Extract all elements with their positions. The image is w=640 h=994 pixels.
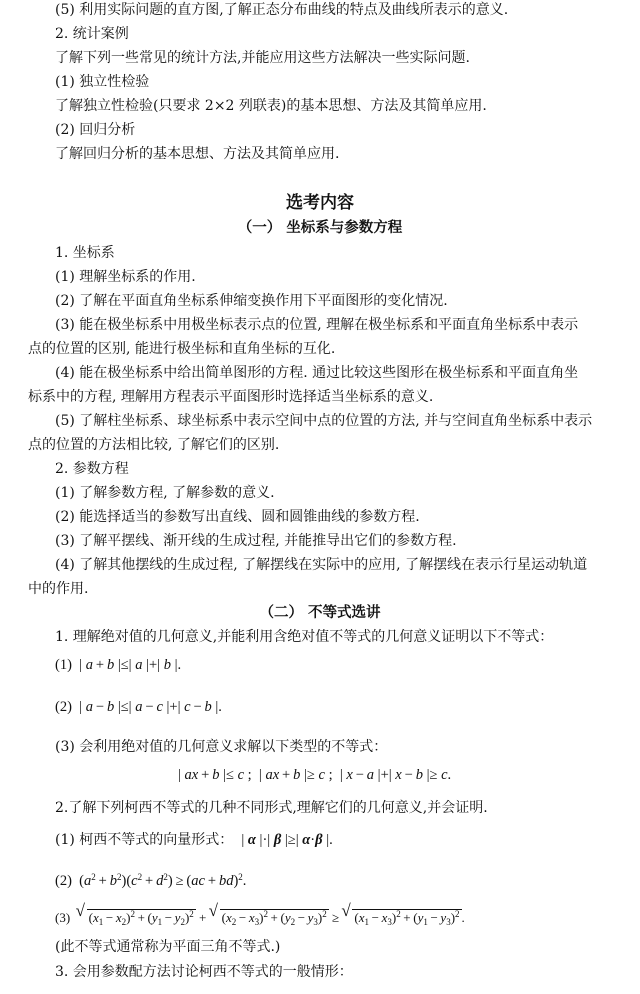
formula-abs-diff: (2) | a − b |≤| a − c |+| c − b |. [55, 699, 222, 715]
text-line: (2) 能选择适当的参数写出直线、圆和圆锥曲线的参数方程. [55, 509, 420, 525]
text-line: (此不等式通常称为平面三角不等式.) [55, 939, 281, 955]
text-line: 了解下列一些常见的统计方法,并能应用这些方法解决一些实际问题. [55, 50, 470, 66]
formula-abs-sum: (1) | a + b |≤| a |+| b |. [55, 657, 182, 673]
text-line: (1) 了解参数方程, 了解参数的意义. [55, 485, 275, 501]
text-line: 2. 参数方程 [55, 461, 129, 477]
section-title: 选考内容 [286, 193, 354, 213]
formula-cauchy-2d: (2) $(a^2 + b^2)(c^2 + d^2) \ge (ac + bd)^2$. [55, 872, 247, 889]
text-line: 1. 坐标系 [55, 245, 115, 261]
text-line: 3. 会用参数配方法讨论柯西不等式的一般情形： [55, 964, 353, 980]
text-line: 了解独立性检验(只要求 2×2 列联表)的基本思想、方法及其简单应用. [55, 98, 487, 114]
section-subtitle: （一） 坐标系与参数方程 [237, 219, 403, 236]
text-line: (1) 理解坐标系的作用. [55, 269, 196, 285]
text-line: 2. 统计案例 [55, 26, 129, 42]
text-line: (3) 会利用绝对值的几何意义求解以下类型的不等式： [55, 739, 388, 755]
text-line: (4) 能在极坐标系中给出简单图形的方程. 通过比较这些图形在极坐标系和平面直角坐 [55, 365, 579, 381]
text-line: 2.了解下列柯西不等式的几种不同形式,理解它们的几何意义,并会证明. [55, 800, 488, 816]
formula-abs-types: | ax + b |≤ c ; | ax + b |≥ c ; | x − a |+| x − b |≥ c. [178, 767, 452, 783]
text-line: 点的位置的区别, 能进行极坐标和直角坐标的互化. [28, 341, 336, 357]
text-line: (5) 了解柱坐标系、球坐标系中表示空间中点的位置的方法, 并与空间直角坐标系中表示 [55, 413, 593, 429]
text-line: (3) 了解平摆线、渐开线的生成过程, 并能推导出它们的参数方程. [55, 533, 457, 549]
text-line: (1) 独立性检验 [55, 74, 150, 90]
section-subtitle: （二） 不等式选讲 [259, 604, 381, 621]
text-line: 点的位置的方法相比较, 了解它们的区别. [28, 437, 280, 453]
text-line: 1. 理解绝对值的几何意义,并能利用含绝对值不等式的几何意义证明以下不等式： [55, 629, 554, 645]
text-line: (2) 了解在平面直角坐标系伸缩变换作用下平面图形的变化情况. [55, 293, 448, 309]
text-line: 了解回归分析的基本思想、方法及其简单应用. [55, 146, 340, 162]
text-line: (4) 了解其他摆线的生成过程, 了解摆线在实际中的应用, 了解摆线在表示行星运动轨道 [55, 557, 588, 573]
formula-cauchy-vector: (1) 柯西不等式的向量形式： | α |·| β |≥| α·β |. [55, 832, 333, 848]
text-line: (2) 回归分析 [55, 122, 136, 138]
text-line: 中的作用. [28, 581, 89, 597]
formula-triangle: (3) √ $(x_1 - x_2)^2 + (y_1 - y_2)^2$ + √ $(x_2 - x_3)^2 + (y_2 - y_3)^2$ ≥ √ $(x_1 - x_3)^2 + (y_1 - y_3)^2$ . [55, 904, 465, 932]
text-line: (5) 利用实际问题的直方图,了解正态分布曲线的特点及曲线所表示的意义. [55, 2, 509, 18]
text-line: (3) 能在极坐标系中用极坐标表示点的位置, 理解在极坐标系和平面直角坐标系中表示 [55, 317, 579, 333]
text-line: 标系中的方程, 理解用方程表示平面图形时选择适当坐标系的意义. [28, 389, 434, 405]
